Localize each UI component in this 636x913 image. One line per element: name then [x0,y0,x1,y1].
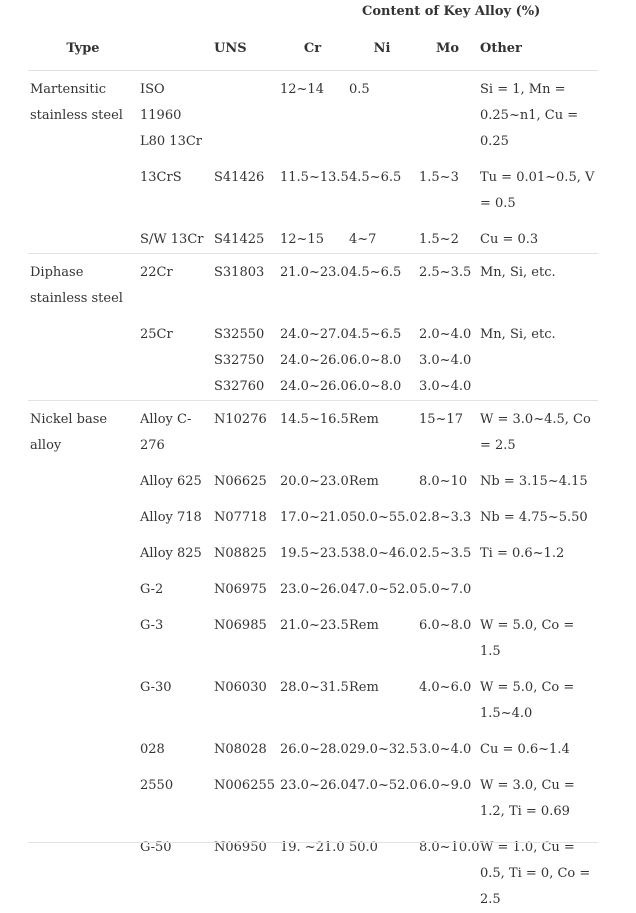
cell-grade: Alloy 625 [138,459,212,495]
cell-mo-line: 3.0~4.0 [419,348,476,374]
cell-type [28,312,138,401]
cell-grade: G-50 [138,825,212,913]
cell-cr: 21.0~23.5 [278,603,347,665]
cell-type [28,665,138,727]
cell-uns [212,71,278,156]
table-row [28,763,598,825]
cell-uns: S31803 [212,254,278,313]
cell-uns-line: S32750 [214,348,276,374]
cell-type [28,825,138,913]
cell-mo: 8.0~10.0 [417,825,478,913]
cell-ni-line: 6.0~8.0 [349,374,415,400]
cell-uns: N08028 [212,727,278,763]
cell-other: Cu = 0.6~1.4 [478,727,598,763]
cell-mo: 2.8~3.3 [417,495,478,531]
cell-other: Mn, Si, etc. [478,254,598,313]
cell-ni-line: 4.5~6.5 [349,322,415,348]
cell-ni-line: 6.0~8.0 [349,348,415,374]
table-row [28,217,598,254]
cell-other: W = 5.0, Co = 1.5 [478,603,598,665]
cell-cr: 11.5~13.5 [278,155,347,217]
cell-ni [347,312,417,401]
cell-type: Martensitic stainless steel [28,71,138,156]
cell-type [28,531,138,567]
table-row [28,71,598,156]
cell-cr: 23.0~26.0 [278,763,347,825]
column-header-ni: Ni [347,30,417,71]
cell-ni: 29.0~32.5 [347,727,417,763]
table-row [28,254,598,313]
cell-grade: 22Cr [138,254,212,313]
column-header-mo: Mo [417,30,478,71]
cell-mo-line: 2.0~4.0 [419,322,476,348]
alloy-content-heading: Content of Key Alloy (%) [362,4,540,19]
cell-mo: 5.0~7.0 [417,567,478,603]
cell-grade: 13CrS [138,155,212,217]
table-row [28,155,598,217]
cell-other: Nb = 3.15~4.15 [478,459,598,495]
cell-cr: 26.0~28.0 [278,727,347,763]
cell-ni: Rem [347,459,417,495]
cell-uns: N06975 [212,567,278,603]
cell-grade: ISO 11960 L80 13Cr [138,71,212,156]
cell-ni: 38.0~46.0 [347,531,417,567]
cell-type [28,727,138,763]
cell-uns: N07718 [212,495,278,531]
cell-type [28,763,138,825]
cell-ni: 47.0~52.0 [347,763,417,825]
cell-other [478,567,598,603]
cell-ni: 47.0~52.0 [347,567,417,603]
column-header-type: Type [28,30,138,71]
cell-grade: G-2 [138,567,212,603]
cell-cr: 17.0~21.0 [278,495,347,531]
column-header-other: Other [478,30,598,71]
cell-ni: 50.0~55.0 [347,495,417,531]
cell-ni: 50.0 [347,825,417,913]
cell-ni: 4.5~6.5 [347,254,417,313]
table-row [28,825,598,913]
cell-other: W = 1.0, Cu = 0.5, Ti = 0, Co = 2.5 [478,825,598,913]
cell-mo: 1.5~2 [417,217,478,254]
cell-ni: 0.5 [347,71,417,156]
cell-type: Nickel base alloy [28,401,138,460]
cell-mo: 4.0~6.0 [417,665,478,727]
cell-cr: 12~14 [278,71,347,156]
cell-uns: N06625 [212,459,278,495]
cell-grade: Alloy 825 [138,531,212,567]
cell-uns: N006255 [212,763,278,825]
cell-uns: N06030 [212,665,278,727]
cell-uns-line: S32760 [214,374,276,400]
cell-mo: 8.0~10 [417,459,478,495]
cell-mo: 2.5~3.5 [417,254,478,313]
cell-uns [212,312,278,401]
cell-grade: 2550 [138,763,212,825]
table-header-row [28,30,598,71]
cell-grade: Alloy C-276 [138,401,212,460]
cell-grade: Alloy 718 [138,495,212,531]
cell-uns: S41425 [212,217,278,254]
cell-mo: 6.0~9.0 [417,763,478,825]
cell-uns: N10276 [212,401,278,460]
cell-mo [417,71,478,156]
cell-mo-line: 3.0~4.0 [419,374,476,400]
cell-ni: 4~7 [347,217,417,254]
table-row [28,401,598,460]
cell-other: W = 3.0, Cu = 1.2, Ti = 0.69 [478,763,598,825]
cell-cr [278,312,347,401]
cell-mo: 3.0~4.0 [417,727,478,763]
table-row [28,495,598,531]
cell-grade: S/W 13Cr [138,217,212,254]
table-row [28,459,598,495]
cell-uns: N06950 [212,825,278,913]
table-row [28,312,598,401]
cell-other: W = 3.0~4.5, Co = 2.5 [478,401,598,460]
cell-other: W = 5.0, Co = 1.5~4.0 [478,665,598,727]
cell-type [28,603,138,665]
cell-other: Cu = 0.3 [478,217,598,254]
alloy-composition-table [28,30,598,913]
cell-mo: 2.5~3.5 [417,531,478,567]
cell-uns: N06985 [212,603,278,665]
cell-grade: 028 [138,727,212,763]
cell-grade: G-30 [138,665,212,727]
cell-cr: 19. ~21.0 [278,825,347,913]
cell-cr: 12~15 [278,217,347,254]
cell-ni: 4.5~6.5 [347,155,417,217]
cell-cr: 14.5~16.5 [278,401,347,460]
table-body [28,71,598,913]
cell-grade: 25Cr [138,312,212,401]
table-bottom-rule [28,842,598,843]
cell-type [28,567,138,603]
cell-cr: 23.0~26.0 [278,567,347,603]
cell-ni: Rem [347,603,417,665]
cell-type: Diphase stainless steel [28,254,138,313]
cell-grade: G-3 [138,603,212,665]
cell-mo: 6.0~8.0 [417,603,478,665]
cell-type [28,217,138,254]
column-header-uns: UNS [212,30,278,71]
table-row [28,727,598,763]
cell-other: Si = 1, Mn = 0.25~n1, Cu = 0.25 [478,71,598,156]
cell-cr: 21.0~23.0 [278,254,347,313]
cell-cr-line: 24.0~27.0 [280,322,345,348]
cell-cr-line: 24.0~26.0 [280,374,345,400]
table-row [28,531,598,567]
cell-ni: Rem [347,665,417,727]
cell-type [28,495,138,531]
cell-mo: 15~17 [417,401,478,460]
cell-mo [417,312,478,401]
column-header-grade [138,30,212,71]
cell-cr: 20.0~23.0 [278,459,347,495]
cell-type [28,155,138,217]
cell-cr: 28.0~31.5 [278,665,347,727]
table-row [28,665,598,727]
cell-uns: N08825 [212,531,278,567]
table-row [28,567,598,603]
cell-other: Nb = 4.75~5.50 [478,495,598,531]
cell-other: Mn, Si, etc. [478,312,598,401]
cell-ni: Rem [347,401,417,460]
cell-cr: 19.5~23.5 [278,531,347,567]
table-row [28,603,598,665]
cell-mo: 1.5~3 [417,155,478,217]
cell-cr-line: 24.0~26.0 [280,348,345,374]
cell-uns: S41426 [212,155,278,217]
cell-type [28,459,138,495]
cell-other: Ti = 0.6~1.2 [478,531,598,567]
cell-other: Tu = 0.01~0.5, V = 0.5 [478,155,598,217]
cell-uns-line: S32550 [214,322,276,348]
column-header-cr: Cr [278,30,347,71]
